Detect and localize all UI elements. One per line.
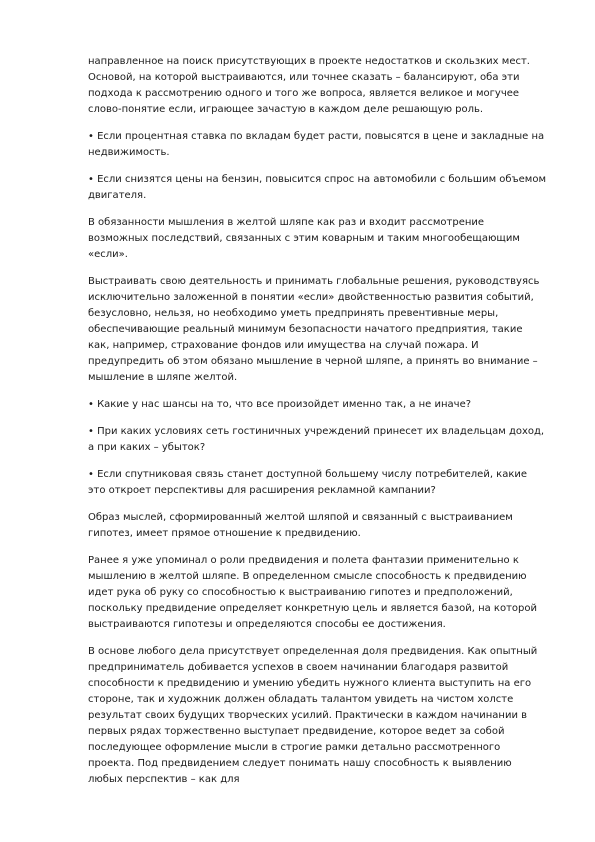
paragraph: В основе любого дела присутствует определенная доля предвидения. Как опытный предприниматель добивается успехов в своем начинании благодаря развитой способности к предвидению и умению убедить нужного клиента выступить на его стороне, так и художник должен обладать талантом увидеть на чистом холсте результат своих будущих творческих усилий. Практически в каждом начинании в первых рядах торжественно выступает предвидение, которое ведет за собой последующее оформление мысли в строгие рамки детально рассмотренного проекта. Под предвидением следует понимать нашу способность к выявлению любых перспектив – как для [88, 646, 538, 785]
paragraph: направленное на поиск присутствующих в проекте недостатков и скользких мест. Основой, на которой выстраиваются, или точнее сказать – балансируют, оба эти подхода к рассмотрению одного и того же вопроса, является великое и могучее слово-понятие если, играющее зачастую в каждом деле решающую роль. [88, 56, 530, 115]
document-body [88, 54, 546, 799]
bullet-item: • Если снизятся цены на бензин, повысится спрос на автомобили с большим объемом двигателя. [88, 174, 547, 201]
bullet-item: • Какие у нас шансы на то, что все произойдет именно так, а не иначе? [88, 399, 472, 410]
paragraph: Ранее я уже упоминал о роли предвидения и полета фантазии применительно к мышлению в желтой шляпе. В определенном смысле способность к предвидению идет рука об руку со способностью к выстраиванию гипотез и предположений, поскольку предвидение определяет конкретную цель и является базой, на которой выстраиваются гипотезы и определяются способы ее достижения. [88, 555, 537, 630]
paragraph: В обязанности мышления в желтой шляпе как раз и входит рассмотрение возможных последствий, связанных с этим коварным и таким многообещающим «если». [88, 217, 520, 260]
bullet-item: • Если процентная ставка по вкладам будет расти, повысятся в цене и закладные на недвижимость. [88, 131, 545, 158]
paragraph: Образ мыслей, сформированный желтой шляпой и связанный с выстраиванием гипотез, имеет прямое отношение к предвидению. [88, 512, 513, 539]
paragraph: Выстраивать свою деятельность и принимать глобальные решения, руководствуясь исключительно заложенной в понятии «если» двойственностью развития событий, безусловно, нельзя, но необходимо уметь предпринять превентивные меры, обеспечивающие реальный минимум безопасности начатого предприятия, такие как, например, страхование фондов или имущества на случай пожара. И предупредить об этом обязано мышление в черной шляпе, а принять во внимание – мышление в шляпе желтой. [88, 276, 540, 383]
bullet-item: • При каких условиях сеть гостиничных учреждений принесет их владельцам доход, а при каких – убыток? [88, 426, 545, 453]
bullet-item: • Если спутниковая связь станет доступной большему числу потребителей, какие это откроет перспективы для расширения рекламной кампании? [88, 469, 528, 496]
